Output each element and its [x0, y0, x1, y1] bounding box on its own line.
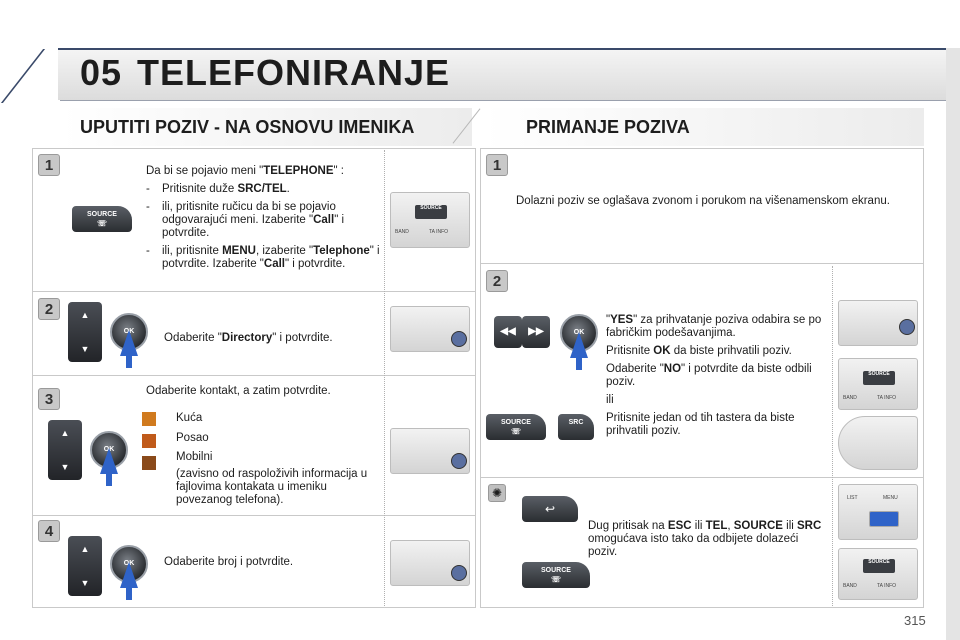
src-button-label: SRC: [568, 419, 584, 426]
contact-note: (zavisno od raspoloživih informacija u fajlovima kontakata u imeniku povezanog telefona).: [176, 468, 368, 506]
ok-knob: OK: [110, 313, 148, 351]
arrow-up-icon: ▲: [80, 544, 90, 554]
left-step-1-text: Da bi se pojavio meni "TELEPHONE" : - Pritisnite duže SRC/TEL. - ili, pritisnite ručicu da bi se pojavio odgovarajući meni. Izaberite "Call" i potvrdite. - ili, pritisnite MENU, izaberite "Telephone" i potvrdite. Izaberite "Call" i potvrdite.: [146, 165, 380, 270]
step-badge: 1: [486, 154, 508, 176]
ok-knob: OK: [560, 314, 598, 352]
seek-forward-button: ▶▶: [522, 316, 550, 348]
right-step-3-text: Dug pritisak na ESC ili TEL, SOURCE ili SRC omogućava isto tako da odbijete dolazeći poziv.: [588, 520, 822, 558]
rotate-arrow-icon: [100, 448, 118, 474]
device-source-key: SOURCE: [863, 559, 895, 573]
ok-knob: OK: [90, 431, 128, 469]
rotate-arrow-icon: [120, 330, 138, 356]
contact-home-label: Kuća: [176, 412, 203, 424]
step-badge: 2: [38, 298, 60, 320]
right-section-title: PRIMANJE POZIVA: [526, 117, 690, 137]
device-ok-knob: [451, 331, 467, 347]
arrow-up-icon: ▲: [80, 310, 90, 320]
rotate-arrow-icon: [120, 562, 138, 588]
page-edge-strip: [946, 48, 960, 640]
steering-stalk-picture: [838, 416, 918, 470]
device-band-label: BAND: [395, 229, 409, 235]
radio-unit-picture: [838, 358, 918, 410]
rotate-arrow-stem: [576, 356, 582, 370]
left-column-separator: [384, 150, 385, 606]
arrow-down-icon: ▼: [80, 578, 90, 588]
device-list-label: LIST: [847, 495, 858, 501]
phone-icon: ☏: [96, 219, 107, 228]
step-badge: 4: [38, 520, 60, 542]
device-ok-knob: [451, 565, 467, 581]
device-ok-knob: [899, 319, 915, 335]
radio-keypad-picture: [390, 306, 470, 352]
chapter-title: TELEFONIRANJE: [137, 52, 451, 93]
rotate-arrow-stem: [106, 472, 112, 486]
rotate-arrow-stem: [126, 586, 132, 600]
rotate-arrow-stem: [126, 354, 132, 368]
source-button-label: SOURCE: [501, 419, 531, 426]
radio-keypad-picture: [838, 300, 918, 346]
step-badge: 3: [38, 388, 60, 410]
mobile-icon: [142, 456, 156, 470]
page-number: 315: [904, 613, 926, 628]
call-end-button: ↩: [522, 496, 578, 522]
phone-icon: ☏: [510, 427, 521, 436]
left-section-title: UPUTITI POZIV - NA OSNOVU IMENIKA: [80, 117, 415, 137]
source-button: [522, 562, 590, 588]
seek-back-button: ◀◀: [494, 316, 522, 348]
right-step-2-text: "YES" za prihvatanje poziva odabira se po fabričkim podešavanjima. Pritisnite OK da biste prihvatili poziv. Odaberite "NO" i potvrdite da biste odbili poziv. ili Pritisnite jedan od tih tastera da biste prihvatili poziv.: [606, 314, 822, 437]
arrow-up-icon: ▲: [60, 428, 70, 438]
radio-keypad-picture: [390, 428, 470, 474]
radio-unit-picture: [838, 548, 918, 600]
chapter-number: 05: [80, 52, 123, 93]
source-button: [72, 206, 132, 232]
src-stalk-button: [558, 414, 594, 440]
device-band-label: BAND: [843, 583, 857, 589]
device-ta-info-label: TA INFO: [429, 229, 449, 235]
home-icon: [142, 412, 156, 426]
radio-unit-picture: [390, 192, 470, 248]
device-ta-info-label: TA INFO: [877, 395, 897, 401]
left-step-3-intro: Odaberite kontakt, a zatim potvrdite.: [146, 385, 331, 397]
source-button-label: SOURCE: [541, 567, 571, 574]
ok-knob: OK: [110, 545, 148, 583]
device-call-key: [869, 511, 899, 527]
device-menu-label: MENU: [883, 495, 898, 501]
phone-icon: ☏: [550, 575, 561, 584]
right-column-separator: [832, 266, 833, 606]
radio-menu-picture: [838, 484, 918, 540]
tip-lamp-icon: ✺: [488, 484, 506, 502]
arrow-down-icon: ▼: [60, 462, 70, 472]
rotate-arrow-icon: [570, 332, 588, 358]
header-divider: [60, 100, 958, 101]
device-band-label: BAND: [843, 395, 857, 401]
contact-work-label: Posao: [176, 432, 209, 444]
left-step-2-text: Odaberite "Directory" i potvrdite.: [164, 332, 333, 344]
right-step-1-text: Dolazni poziv se oglašava zvonom i porukom na višenamenskom ekranu.: [516, 195, 890, 207]
source-button: [486, 414, 546, 440]
device-source-key: SOURCE: [863, 371, 895, 385]
step-badge: 1: [38, 154, 60, 176]
work-icon: [142, 434, 156, 448]
left-step-4-text: Odaberite broj i potvrdite.: [164, 556, 294, 568]
device-ta-info-label: TA INFO: [877, 583, 897, 589]
arrow-pad: [48, 420, 82, 480]
step-badge: 2: [486, 270, 508, 292]
arrow-pad: [68, 536, 102, 596]
arrow-pad: [68, 302, 102, 362]
contact-mobile-label: Mobilni: [176, 451, 213, 463]
device-source-key: SOURCE: [415, 205, 447, 219]
device-ok-knob: [451, 453, 467, 469]
arrow-down-icon: ▼: [80, 344, 90, 354]
radio-keypad-picture: [390, 540, 470, 586]
source-button-label: SOURCE: [87, 211, 117, 218]
